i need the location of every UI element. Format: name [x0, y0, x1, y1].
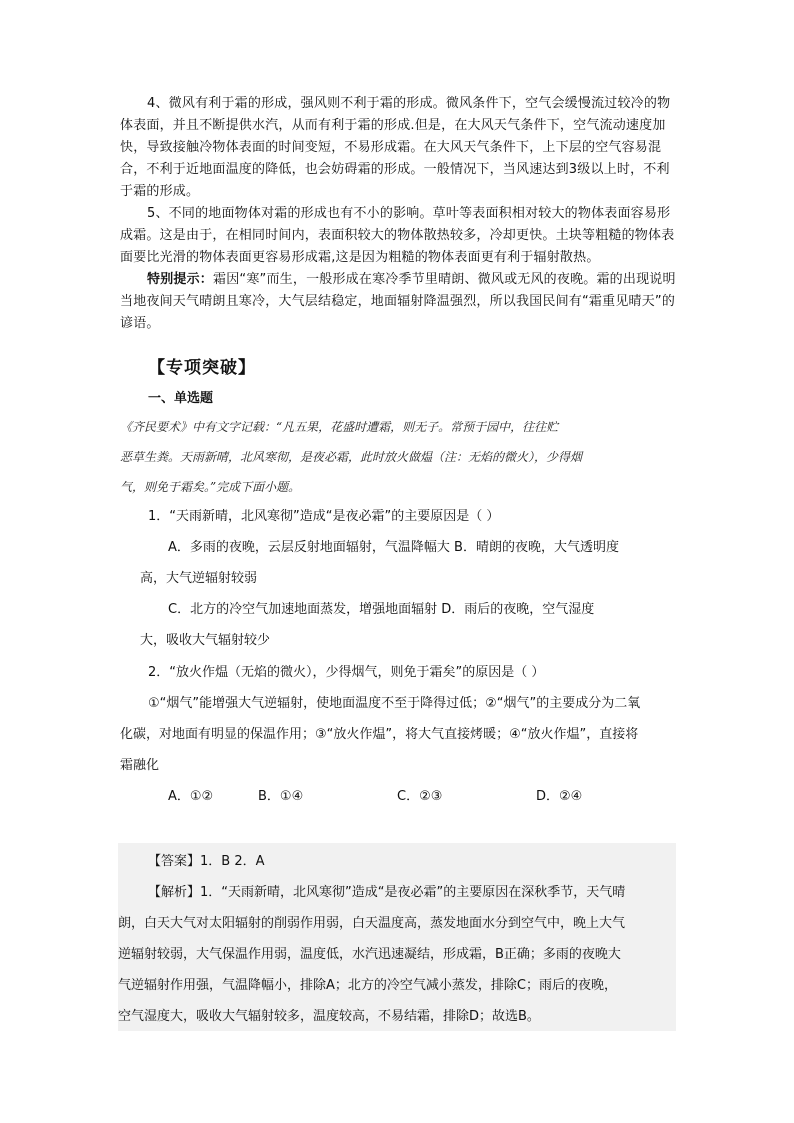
analysis-line: 【解析】1．“天雨新晴，北风寒彻”造成“是夜必霜”的主要原因在深秋季节，天气晴 [148, 885, 626, 900]
question-1-stem: 1．“天雨新晴，北风寒彻”造成“是夜必霜”的主要原因是（ ） [148, 509, 500, 524]
option-a: A．①② [168, 789, 214, 804]
question-2-options [0, 783, 794, 813]
question-1-options-cd-cont: 大，吸收大气辐射较少 [140, 633, 271, 648]
subsection-title: 一、单选题 [148, 391, 214, 406]
option-c: C．②③ [397, 789, 443, 804]
intro-text-block [120, 93, 680, 335]
section-title: 【专项突破】 [148, 358, 256, 378]
question-1-options-ab: A．多雨的夜晚，云层反射地面辐射，气温降幅大 B．晴朗的夜晚，大气透明度 [168, 540, 619, 555]
paragraph-wind: 4、微风有利于霜的形成，强风则不利于霜的形成。微风条件下，空气会缓慢流过较冷的物体表面，并且不断提供水汽，从而有利于霜的形成.但是，在大风天气条件下，空气流动速度加快，导致接触冷物体表面的时间变短，不易形成霜。在大风天气条件下，上下层的空气容易混合，不利于近地面温度的降低，也会妨碍霜的形成。一般情况下，当风速达到3级以上时，不利于霜的形成。 [120, 96, 671, 199]
option-b: B．①④ [258, 789, 304, 804]
special-tip-label: 特别提示： [147, 272, 214, 287]
analysis-line: 空气湿度大，吸收大气辐射较多，温度较高，不易结霜，排除D；故选B。 [118, 1009, 540, 1024]
quote-line: 恶草生粪。天雨新晴，北风寒彻，是夜必霜，此时放火做煴（注：无焰的微火），少得烟 [120, 450, 583, 464]
question-1-options-ab-cont: 高，大气逆辐射较弱 [140, 571, 258, 586]
source-quote [120, 412, 676, 502]
special-tip-text: 霜因“寒”而生，一般形成在寒冷季节里晴朗、微风或无风的夜晚。霜的出现说明当地夜间天气晴朗且寒冷，大气层结稳定，地面辐射降温强烈，所以我国民间有“霜重见晴天”的谚语。 [120, 272, 676, 331]
analysis-line: 逆辐射较弱，大气保温作用弱，温度低，水汽迅速凝结，形成霜，B正确；多雨的夜晚大 [118, 947, 621, 962]
question-2-statements-cont: 霜融化 [120, 758, 160, 773]
quote-line: 《齐民要术》中有文字记载：“凡五果，花盛时遭霜，则无子。常预于园中，往往贮 [120, 420, 559, 434]
special-tip [120, 269, 680, 335]
analysis-line: 朗，白天大气对太阳辐射的削弱作用弱，白天温度高，蒸发地面水分到空气中，晚上大气 [118, 916, 626, 931]
question-2-statements: ①“烟气”能增强大气逆辐射，使地面温度不至于降得过低；②“烟气”的主要成分为二氧 [148, 696, 641, 711]
question-1-options-cd: C．北方的冷空气加速地面蒸发，增强地面辐射 D．雨后的夜晚，空气湿度 [168, 602, 595, 617]
analysis-line: 气逆辐射作用强，气温降幅小，排除A；北方的冷空气减小蒸发，排除C；雨后的夜晚， [118, 978, 617, 993]
quote-line: 气，则免于霜矣。”完成下面小题。 [120, 480, 301, 494]
question-2 [120, 657, 680, 781]
option-d: D．②④ [536, 789, 583, 804]
question-2-stem: 2．“放火作煴（无焰的微火），少得烟气，则免于霜矣”的原因是（ ） [148, 665, 545, 680]
paragraph-surface: 5、不同的地面物体对霜的形成也有不小的影响。草叶等表面积相对较大的物体表面容易形成霜。这是由于，在相同时间内，表面积较大的物体散热较多，冷却更快。土块等粗糙的物体表面要比光滑的物体表面更容易形成霜,这是因为粗糙的物体表面更有利于辐射散热。 [120, 206, 675, 265]
answer-box [118, 843, 676, 1031]
question-2-statements-cont: 化碳，对地面有明显的保温作用；③“放火作煴”，将大气直接烤暖；④“放火作煴”，直接将 [120, 727, 639, 742]
answer-line: 【答案】1．B 2．A [148, 854, 265, 869]
question-1 [120, 501, 680, 656]
